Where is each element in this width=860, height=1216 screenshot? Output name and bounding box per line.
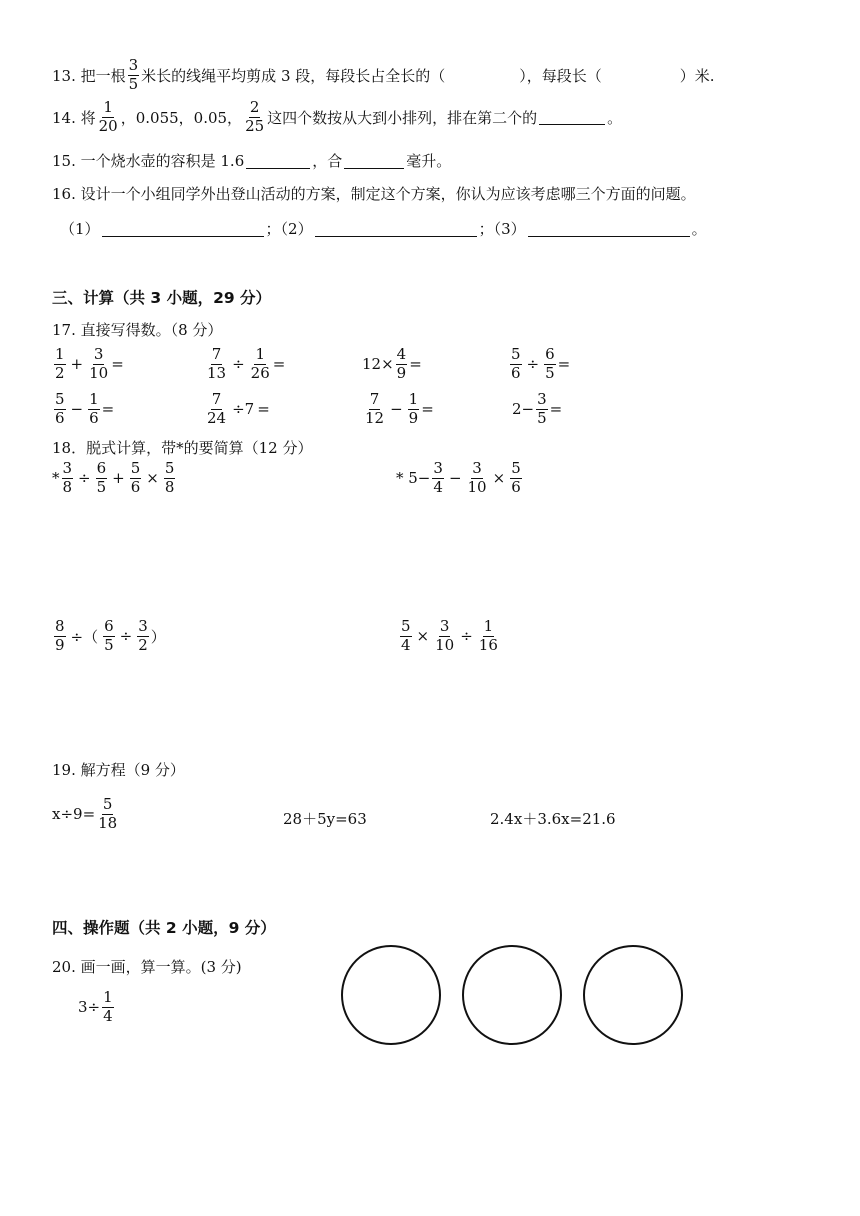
q14-text-d: 。 — [607, 108, 623, 127]
math-symbol: − — [448, 469, 462, 488]
math-symbol: = — [101, 400, 115, 419]
fraction-numerator: 1 — [89, 390, 99, 408]
math-symbol: × — [492, 469, 506, 488]
fraction-numerator: 3 — [93, 345, 104, 363]
fraction-denominator: 6 — [89, 408, 99, 427]
fraction-denominator: 12 — [365, 408, 385, 427]
fraction — [96, 461, 108, 496]
fraction — [478, 619, 499, 654]
fraction-numerator: 6 — [96, 459, 107, 477]
fraction — [103, 619, 115, 654]
section-4-heading: 四、操作题（共 2 小题，9 分） — [52, 919, 276, 937]
q14-fraction-1 — [98, 100, 119, 135]
math-symbol: 2− — [512, 400, 535, 419]
q15-answer-blank-1[interactable] — [246, 153, 310, 169]
fraction-denominator: 4 — [103, 1006, 113, 1025]
fraction-denominator: 5 — [545, 363, 555, 382]
fraction-numerator: 4 — [396, 345, 407, 363]
fraction — [364, 392, 385, 427]
fraction-denominator: 9 — [408, 408, 419, 427]
fraction-denominator: 6 — [55, 408, 65, 427]
q13-text-a: 13. 把一根 — [52, 66, 126, 85]
q19-equation-3: 2.4x＋3.6x=21.6 — [490, 810, 616, 828]
fraction-numerator: 1 — [103, 988, 113, 1006]
fraction — [250, 347, 271, 382]
math-symbol: x÷9= — [52, 805, 96, 824]
fraction — [164, 461, 176, 496]
math-symbol: = — [409, 355, 422, 374]
q16-label-2: ；（2） — [265, 220, 313, 238]
q15-text-a: 15. 一个烧水壶的容积是 1.6 — [52, 152, 245, 170]
fraction-numerator: 3 — [62, 459, 73, 477]
fraction — [510, 461, 522, 496]
math-symbol: − — [390, 400, 403, 419]
fraction-denominator: 26 — [250, 363, 270, 382]
fraction-numerator: 2 — [249, 98, 260, 116]
q14-fraction-2 — [244, 100, 265, 135]
q14-text-a: 14. 将 — [52, 108, 96, 127]
fraction-denominator: 6 — [130, 477, 141, 496]
fraction — [102, 990, 114, 1025]
fraction — [206, 347, 227, 382]
q18-expression-2 — [396, 461, 524, 496]
math-symbol: + — [70, 355, 84, 374]
fraction-numerator: 5 — [511, 345, 521, 363]
fraction — [396, 347, 408, 382]
q16-answer-blank-2[interactable] — [315, 221, 477, 237]
fraction-denominator: 5 — [104, 635, 114, 654]
math-symbol: ） — [150, 627, 166, 646]
fraction — [434, 619, 455, 654]
math-symbol: * 5− — [396, 469, 431, 488]
fraction-numerator: 3 — [138, 617, 148, 635]
math-symbol: ÷ — [526, 355, 540, 374]
q17-item-4 — [508, 347, 570, 382]
q15-text-b: ，合 — [312, 152, 343, 170]
math-symbol: = — [257, 400, 270, 419]
q19-equation-2: 28＋5y=63 — [283, 810, 367, 828]
fraction-numerator: 5 — [164, 459, 175, 477]
fraction — [88, 347, 109, 382]
q18-expression-3 — [52, 619, 166, 654]
fraction-denominator: 24 — [207, 408, 227, 427]
fraction-numerator: 5 — [102, 795, 113, 813]
q13-text-c: ），每段长（ — [519, 66, 602, 85]
fraction — [536, 392, 548, 427]
fraction-numerator: 7 — [369, 390, 380, 408]
q17-item-1 — [52, 347, 124, 382]
fraction-denominator: 13 — [207, 363, 227, 382]
drawing-circle-2[interactable] — [462, 945, 562, 1045]
fraction — [130, 461, 142, 496]
q17-item-8 — [512, 392, 562, 427]
fraction-numerator: 5 — [401, 617, 411, 635]
fraction-numerator: 7 — [211, 390, 222, 408]
math-symbol: ÷ — [232, 355, 245, 374]
q14-answer-blank[interactable] — [539, 109, 605, 125]
math-symbol: 3÷ — [78, 998, 101, 1017]
q18-expression-4 — [398, 619, 501, 654]
fraction-denominator: 25 — [245, 116, 265, 135]
fraction — [408, 392, 420, 427]
q13-fraction — [128, 58, 140, 93]
fraction-denominator: 18 — [98, 813, 118, 832]
fraction-numerator: 3 — [433, 459, 443, 477]
fraction-numerator: 3 — [128, 56, 139, 74]
math-symbol: + — [112, 469, 125, 488]
fraction — [206, 392, 227, 427]
math-symbol: ÷7 — [232, 400, 255, 419]
fraction-denominator: 10 — [467, 477, 487, 496]
question-16-answers — [60, 218, 707, 239]
q14-text-b: ，0.055，0.05， — [120, 108, 243, 127]
math-symbol: ÷ — [78, 469, 91, 488]
math-symbol: × — [416, 627, 430, 646]
drawing-circle-1[interactable] — [341, 945, 441, 1045]
q17-item-7 — [362, 392, 434, 427]
section-3-heading: 三、计算（共 3 小题，29 分） — [52, 289, 272, 307]
q15-answer-blank-2[interactable] — [344, 153, 404, 169]
fraction-numerator: 1 — [103, 98, 113, 116]
fraction — [510, 347, 522, 382]
fraction-denominator: 5 — [96, 477, 107, 496]
q17-item-2 — [204, 347, 285, 382]
fraction-denominator: 2 — [55, 363, 65, 382]
fraction — [432, 461, 444, 496]
q13-text-b: 米长的线绳平均剪成 3 段，每段长占全长的（ — [141, 66, 446, 85]
fraction — [544, 347, 556, 382]
fraction-numerator: 5 — [55, 390, 65, 408]
fraction-denominator: 9 — [396, 363, 407, 382]
math-symbol: × — [146, 469, 159, 488]
fraction-numerator: 6 — [545, 345, 555, 363]
fraction-denominator: 8 — [164, 477, 175, 496]
math-symbol: = — [272, 355, 286, 374]
math-symbol: ÷（ — [70, 627, 99, 646]
math-symbol: = — [557, 355, 571, 374]
math-symbol: * — [52, 469, 60, 488]
fraction-denominator: 5 — [128, 74, 139, 93]
q19-equation-1 — [52, 797, 120, 832]
drawing-circle-3[interactable] — [583, 945, 683, 1045]
fraction-numerator: 8 — [55, 617, 65, 635]
fraction — [62, 461, 74, 496]
fraction-denominator: 10 — [435, 635, 455, 654]
fraction-numerator: 7 — [211, 345, 222, 363]
q17-item-5 — [52, 392, 114, 427]
fraction-denominator: 16 — [478, 635, 498, 654]
fraction-numerator: 1 — [55, 345, 65, 363]
fraction-numerator: 5 — [130, 459, 141, 477]
fraction — [97, 797, 118, 832]
q17-item-3 — [362, 347, 422, 382]
fraction-numerator: 3 — [472, 459, 482, 477]
fraction-denominator: 10 — [89, 363, 109, 382]
fraction — [54, 392, 66, 427]
fraction-denominator: 20 — [98, 116, 118, 135]
math-symbol: − — [70, 400, 84, 419]
q16-answer-blank-3[interactable] — [528, 221, 690, 237]
q17-item-6 — [204, 392, 270, 427]
question-19-title: 19. 解方程（9 分） — [52, 761, 185, 779]
q14-text-c: 这四个数按从大到小排列，排在第二个的 — [267, 108, 538, 127]
math-symbol: = — [111, 355, 124, 374]
fraction — [88, 392, 100, 427]
math-symbol: = — [549, 400, 563, 419]
question-15 — [52, 150, 451, 171]
q18-expression-1 — [52, 461, 177, 496]
math-symbol: ÷ — [460, 627, 473, 646]
math-symbol: 12× — [362, 355, 394, 374]
question-16: 16. 设计一个小组同学外出登山活动的方案，制定这个方案，你认为应该考虑哪三个方面的问题。 — [52, 185, 696, 203]
fraction-denominator: 4 — [401, 635, 411, 654]
q15-text-c: 毫升。 — [406, 152, 452, 170]
fraction-numerator: 6 — [104, 617, 114, 635]
fraction-numerator: 3 — [439, 617, 450, 635]
q13-text-d: ）米. — [679, 66, 715, 85]
question-17-title: 17. 直接写得数。（8 分） — [52, 321, 223, 339]
fraction-numerator: 1 — [255, 345, 265, 363]
fraction-denominator: 8 — [62, 477, 73, 496]
fraction — [467, 461, 488, 496]
fraction-numerator: 5 — [511, 459, 521, 477]
fraction-numerator: 1 — [408, 390, 419, 408]
fraction — [54, 347, 66, 382]
q20-expression — [78, 990, 116, 1025]
fraction-numerator: 1 — [483, 617, 494, 635]
fraction-denominator: 5 — [537, 408, 547, 427]
fraction-denominator: 2 — [138, 635, 148, 654]
fraction — [137, 619, 149, 654]
fraction-numerator: 3 — [537, 390, 547, 408]
fraction — [400, 619, 412, 654]
q16-label-1: （1） — [60, 220, 100, 238]
fraction-denominator: 4 — [433, 477, 443, 496]
fraction-denominator: 9 — [55, 635, 65, 654]
fraction-denominator: 6 — [511, 363, 521, 382]
q16-end: 。 — [691, 220, 707, 238]
math-symbol: = — [421, 400, 434, 419]
math-symbol: ÷ — [119, 627, 133, 646]
question-14 — [52, 100, 622, 135]
q16-answer-blank-1[interactable] — [102, 221, 264, 237]
question-18-title: 18．脱式计算，带*的要简算（12 分） — [52, 439, 313, 457]
fraction — [54, 619, 66, 654]
question-13 — [52, 58, 715, 93]
q16-label-3: ；（3） — [478, 220, 526, 238]
question-20-title: 20. 画一画，算一算。(3 分) — [52, 958, 242, 976]
fraction-denominator: 6 — [511, 477, 521, 496]
